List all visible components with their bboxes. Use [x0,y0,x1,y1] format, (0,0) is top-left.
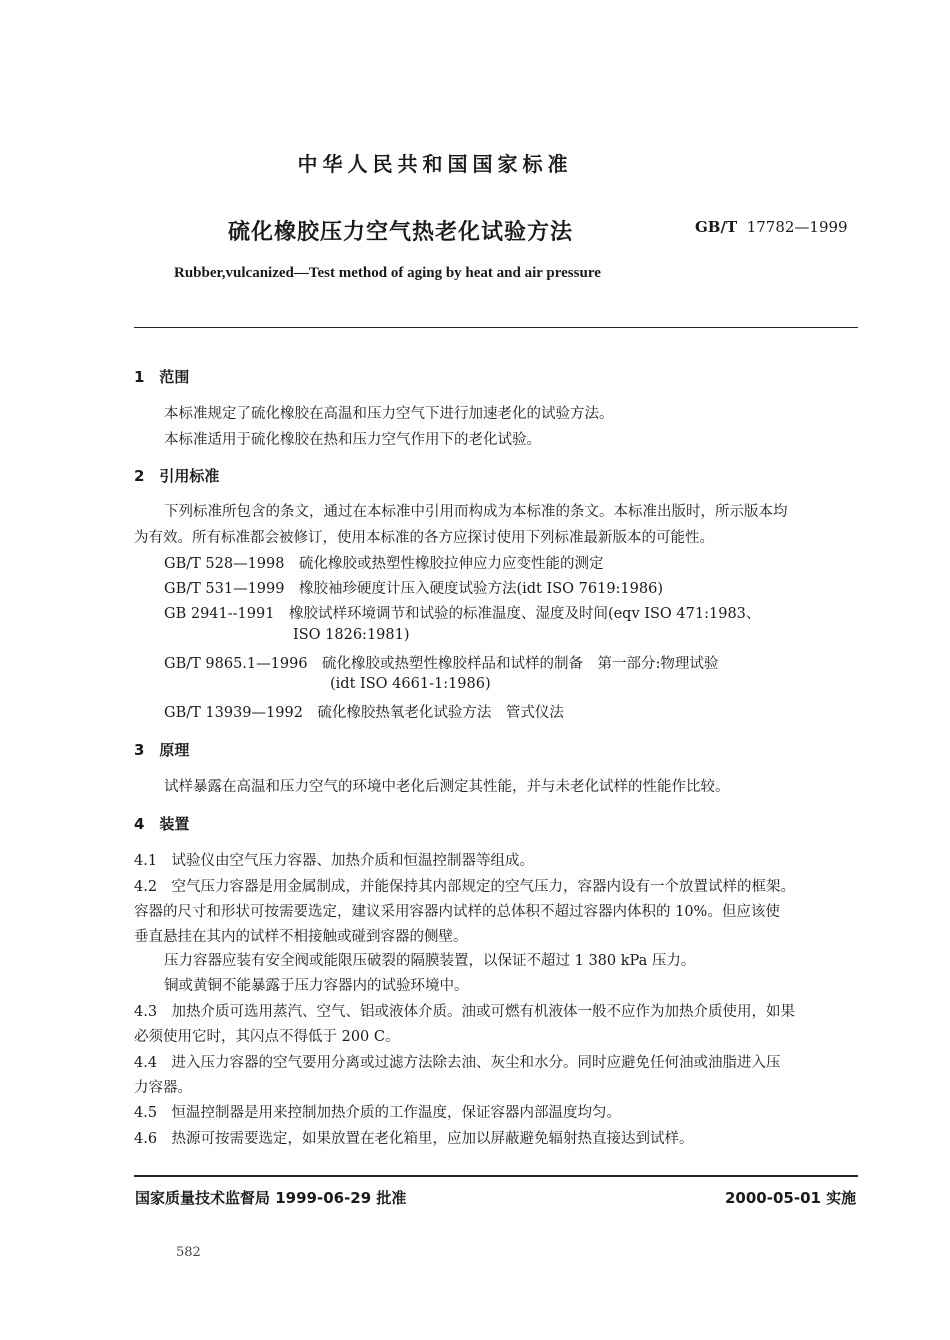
footer-divider [134,1175,858,1177]
implementation-date: 2000-05-01 实施 [725,1189,857,1207]
section-4-line: 垂直悬挂在其内的试样不相接触或碰到容器的侧壁。 [134,929,468,945]
section-3-heading: 3 原理 [134,741,190,759]
reference-item: GB/T 528—1998 硫化橡胶或热塑性橡胶拉伸应力应变性能的测定 [164,556,604,572]
section-4-line: 4.4 进入压力容器的空气要用分离或过滤方法除去油、灰尘和水分。同时应避免任何油或油脂进入压 [134,1055,781,1071]
document-title: 硫化橡胶压力空气热老化试验方法 [228,220,574,245]
standard-code [695,218,848,236]
section-4-line: 4.3 加热介质可选用蒸汽、空气、铝或液体介质。油或可燃有机液体一般不应作为加热介质使用，如果 [134,1004,796,1020]
section-4-line: 4.1 试验仪由空气压力容器、加热介质和恒温控制器等组成。 [134,853,535,869]
section-4-line: 必须使用它时，其闪点不得低于 200 C。 [134,1029,400,1045]
page-number: 582 [176,1245,201,1260]
section-1-line: 本标准适用于硫化橡胶在热和压力空气作用下的老化试验。 [164,432,541,448]
standard-code-number: 17782—1999 [746,218,848,236]
section-4-line: 铜或黄铜不能暴露于压力容器内的试验环境中。 [164,978,469,994]
section-4-line: 容器的尺寸和形状可按需要选定，建议采用容器内试样的总体积不超过容器内体积的 10%。但应该使 [134,904,780,920]
header-divider [134,327,858,328]
section-1-line: 本标准规定了硫化橡胶在高温和压力空气下进行加速老化的试验方法。 [164,406,614,422]
reference-item: GB/T 13939—1992 硫化橡胶热氧老化试验方法 管式仪法 [164,705,564,721]
section-4-line: 4.2 空气压力容器是用金属制成，并能保持其内部规定的空气压力，容器内设有一个放置试样的框架。 [134,879,796,895]
section-2-intro: 为有效。所有标准都会被修订，使用本标准的各方应探讨使用下列标准最新版本的可能性。 [134,530,714,546]
section-4-line: 压力容器应装有安全阀或能限压破裂的隔膜装置，以保证不超过 1 380 kPa 压力。 [164,953,696,969]
approval-date: 国家质量技术监督局 1999-06-29 批准 [135,1189,407,1207]
section-4-line: 4.5 恒温控制器是用来控制加热介质的工作温度，保证容器内部温度均匀。 [134,1105,622,1121]
reference-item-continued: (idt ISO 4661-1:1986) [330,676,491,692]
reference-item-continued: ISO 1826:1981) [293,627,410,643]
reference-item: GB 2941--1991 橡胶试样环境调节和试验的标准温度、湿度及时间(eqv ISO 471:1983、 [164,606,761,622]
section-3-text: 试样暴露在高温和压力空气的环境中老化后测定其性能，并与未老化试样的性能作比较。 [164,779,730,795]
section-2-intro: 下列标准所包含的条文，通过在本标准中引用而构成为本标准的条文。本标准出版时，所示版本均 [164,504,788,520]
section-4-line: 力容器。 [134,1080,192,1096]
section-4-heading: 4 装置 [134,815,190,833]
section-1-heading: 1 范围 [134,368,190,386]
reference-item: GB/T 9865.1—1996 硫化橡胶或热塑性橡胶样品和试样的制备 第一部分:物理试验 [164,656,719,672]
section-4-line: 4.6 热源可按需要选定，如果放置在老化箱里，应加以屏蔽避免辐射热直接达到试样。 [134,1131,694,1147]
standard-code-prefix: GB/T [695,218,738,236]
standard-type: 中华人民共和国国家标准 [297,152,573,176]
english-title: Rubber,vulcanized—Test method of aging by heat and air pressure [174,265,601,281]
section-2-heading: 2 引用标准 [134,467,220,485]
reference-item: GB/T 531—1999 橡胶袖珍硬度计压入硬度试验方法(idt ISO 7619:1986) [164,581,663,597]
